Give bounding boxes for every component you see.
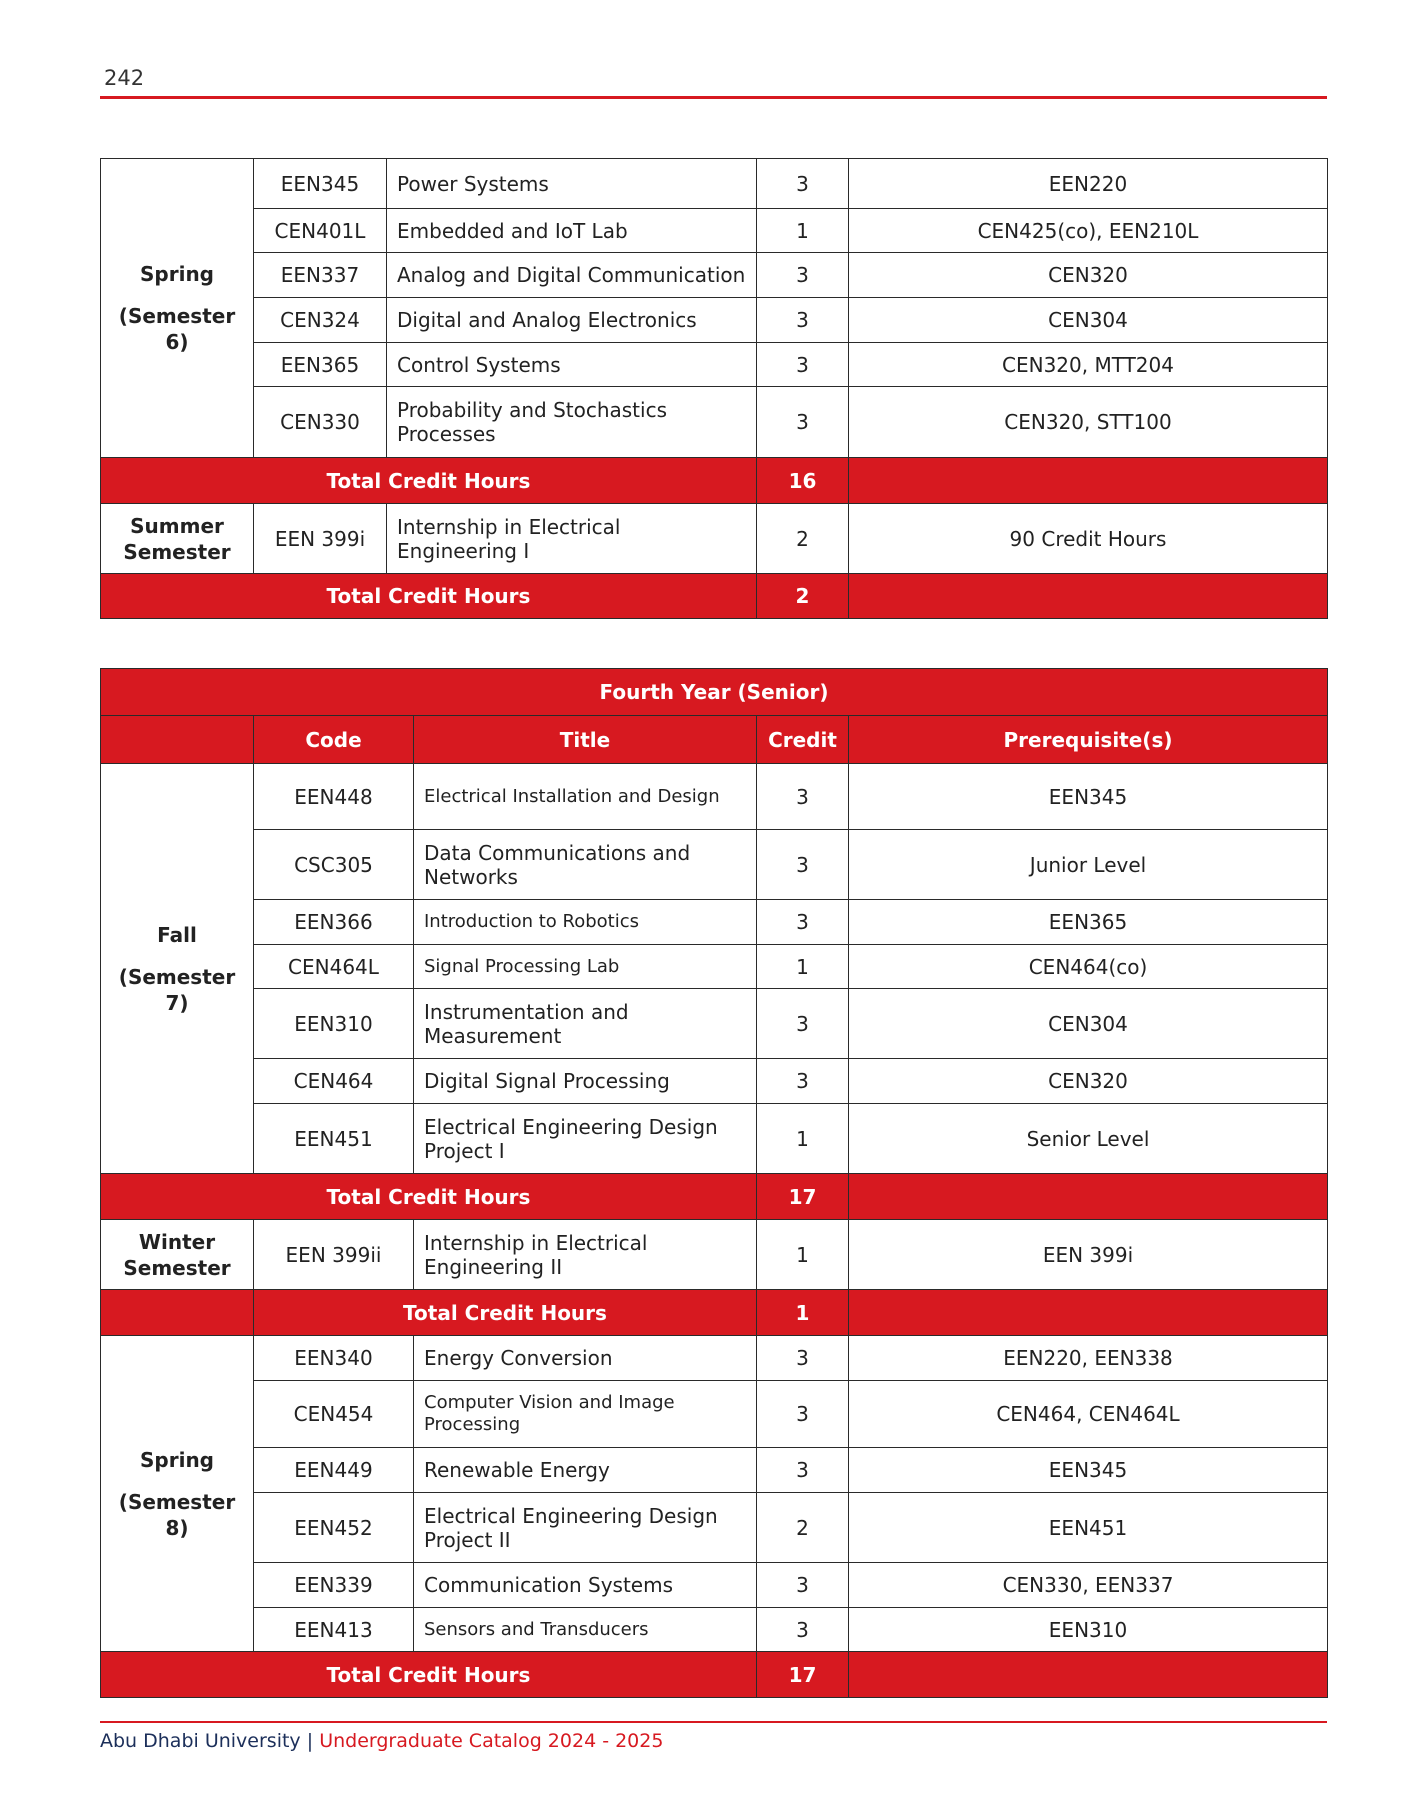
table-row: [101, 1448, 1328, 1493]
course-prereq: CEN464, CEN464L: [849, 1381, 1328, 1448]
course-title: Digital Signal Processing: [414, 1059, 757, 1104]
course-code: CEN464L: [254, 945, 414, 989]
course-code: CEN324: [254, 298, 387, 343]
course-credit: 3: [757, 1059, 849, 1104]
course-credit: 1: [757, 1220, 849, 1290]
course-title: Energy Conversion: [414, 1336, 757, 1381]
total-empty: [849, 1290, 1328, 1336]
course-code: EEN449: [254, 1448, 414, 1493]
course-title: Digital and Analog Electronics: [387, 298, 757, 343]
total-row: [101, 458, 1328, 504]
table-row: [101, 1059, 1328, 1104]
table-row: [101, 1493, 1328, 1563]
total-credits: 16: [757, 458, 849, 504]
course-code: EEN340: [254, 1336, 414, 1381]
course-title: Introduction to Robotics: [414, 900, 757, 945]
footer-university: Abu Dhabi University: [100, 1730, 301, 1752]
footer-catalog: Undergraduate Catalog 2024 - 2025: [319, 1730, 664, 1752]
total-empty: [849, 1174, 1328, 1220]
course-credit: 1: [757, 209, 849, 253]
course-code: EEN452: [254, 1493, 414, 1563]
total-label: Total Credit Hours: [101, 1652, 757, 1698]
header-rule: [100, 96, 1327, 99]
table-row: [101, 830, 1328, 900]
course-title: Computer Vision and Image Processing: [414, 1381, 757, 1448]
table-row: [101, 159, 1328, 209]
course-credit: 3: [757, 387, 849, 458]
course-prereq: CEN320: [849, 1059, 1328, 1104]
course-title: Internship in Electrical Engineering I: [387, 504, 757, 574]
table-row: [101, 387, 1328, 458]
total-label: Total Credit Hours: [254, 1290, 757, 1336]
course-credit: 3: [757, 343, 849, 387]
column-header-code: Code: [254, 716, 414, 764]
course-title: Electrical Engineering Design Project II: [414, 1493, 757, 1563]
course-prereq: EEN345: [849, 764, 1328, 830]
course-prereq: Junior Level: [849, 830, 1328, 900]
course-credit: 3: [757, 298, 849, 343]
table-row: [101, 945, 1328, 989]
semester-6-summer-table: [100, 158, 1328, 619]
table-row: [101, 1104, 1328, 1174]
course-credit: 1: [757, 1104, 849, 1174]
course-title: Instrumentation and Measurement: [414, 989, 757, 1059]
course-code: EEN339: [254, 1563, 414, 1608]
table-row: [101, 900, 1328, 945]
table-row: [101, 764, 1328, 830]
course-code: EEN451: [254, 1104, 414, 1174]
course-prereq: CEN304: [849, 989, 1328, 1059]
footer-separator: |: [306, 1730, 314, 1752]
column-header-empty: [101, 716, 254, 764]
table-row: [101, 1608, 1328, 1652]
semester-label-fall-7: Fall (Semester 7): [101, 764, 254, 1174]
course-title: Internship in Electrical Engineering II: [414, 1220, 757, 1290]
course-credit: 3: [757, 1608, 849, 1652]
total-row: [101, 1652, 1328, 1698]
course-code: CEN464: [254, 1059, 414, 1104]
course-title: Electrical Installation and Design: [414, 764, 757, 830]
course-prereq: CEN320, MTT204: [849, 343, 1328, 387]
course-title: Control Systems: [387, 343, 757, 387]
total-row: [101, 1290, 1328, 1336]
course-prereq: 90 Credit Hours: [849, 504, 1328, 574]
course-credit: 2: [757, 504, 849, 574]
course-code: CEN330: [254, 387, 387, 458]
course-title: Signal Processing Lab: [414, 945, 757, 989]
table-row: [101, 1563, 1328, 1608]
table-row: [101, 209, 1328, 253]
course-prereq: EEN220, EEN338: [849, 1336, 1328, 1381]
course-credit: 3: [757, 989, 849, 1059]
total-label: Total Credit Hours: [101, 574, 757, 619]
total-label: Total Credit Hours: [101, 1174, 757, 1220]
course-credit: 3: [757, 1336, 849, 1381]
course-prereq: CEN320: [849, 253, 1328, 298]
course-title: Renewable Energy: [414, 1448, 757, 1493]
course-credit: 1: [757, 945, 849, 989]
course-credit: 3: [757, 1381, 849, 1448]
table-row: [101, 298, 1328, 343]
course-title: Embedded and IoT Lab: [387, 209, 757, 253]
course-code: EEN365: [254, 343, 387, 387]
course-credit: 3: [757, 764, 849, 830]
column-header-row: [101, 716, 1328, 764]
table-row: [101, 343, 1328, 387]
table-heading: Fourth Year (Senior): [101, 669, 1328, 716]
course-credit: 3: [757, 830, 849, 900]
fourth-year-table: [100, 668, 1328, 1698]
course-title: Data Communications and Networks: [414, 830, 757, 900]
course-prereq: EEN310: [849, 1608, 1328, 1652]
semester-label-summer: Summer Semester: [101, 504, 254, 574]
course-title: Sensors and Transducers: [414, 1608, 757, 1652]
total-row: [101, 574, 1328, 619]
course-code: CEN401L: [254, 209, 387, 253]
semester-label-winter: Winter Semester: [101, 1220, 254, 1290]
course-title: Analog and Digital Communication: [387, 253, 757, 298]
course-title: Communication Systems: [414, 1563, 757, 1608]
table-heading-row: [101, 669, 1328, 716]
course-credit: 2: [757, 1493, 849, 1563]
course-title: Power Systems: [387, 159, 757, 209]
total-row: [101, 1174, 1328, 1220]
course-code: EEN 399ii: [254, 1220, 414, 1290]
course-code: EEN337: [254, 253, 387, 298]
footer: [100, 1730, 663, 1752]
total-empty: [849, 574, 1328, 619]
column-header-credit: Credit: [757, 716, 849, 764]
course-code: CEN454: [254, 1381, 414, 1448]
course-code: EEN345: [254, 159, 387, 209]
course-code: EEN 399i: [254, 504, 387, 574]
column-header-title: Title: [414, 716, 757, 764]
course-code: EEN310: [254, 989, 414, 1059]
course-prereq: EEN 399i: [849, 1220, 1328, 1290]
course-prereq: Senior Level: [849, 1104, 1328, 1174]
table-row: [101, 504, 1328, 574]
course-prereq: EEN365: [849, 900, 1328, 945]
table-row: [101, 1336, 1328, 1381]
table-row: [101, 1220, 1328, 1290]
course-credit: 3: [757, 900, 849, 945]
table-row: [101, 1381, 1328, 1448]
course-credit: 3: [757, 253, 849, 298]
course-title: Probability and Stochastics Processes: [387, 387, 757, 458]
course-credit: 3: [757, 159, 849, 209]
course-prereq: CEN304: [849, 298, 1328, 343]
total-empty: [849, 1652, 1328, 1698]
page-number: 242: [104, 66, 145, 90]
column-header-prereq: Prerequisite(s): [849, 716, 1328, 764]
course-prereq: CEN425(co), EEN210L: [849, 209, 1328, 253]
total-credits: 2: [757, 574, 849, 619]
course-prereq: EEN451: [849, 1493, 1328, 1563]
course-prereq: EEN220: [849, 159, 1328, 209]
semester-label-spring-8: Spring (Semester 8): [101, 1336, 254, 1652]
footer-rule: [100, 1721, 1327, 1723]
course-title: Electrical Engineering Design Project I: [414, 1104, 757, 1174]
total-credits: 17: [757, 1652, 849, 1698]
total-empty: [849, 458, 1328, 504]
total-label: Total Credit Hours: [101, 458, 757, 504]
course-credit: 3: [757, 1563, 849, 1608]
course-prereq: CEN320, STT100: [849, 387, 1328, 458]
total-empty-left: [101, 1290, 254, 1336]
total-credits: 17: [757, 1174, 849, 1220]
course-code: EEN413: [254, 1608, 414, 1652]
course-code: CSC305: [254, 830, 414, 900]
table-row: [101, 989, 1328, 1059]
semester-label-spring-6: Spring (Semester 6): [101, 159, 254, 458]
course-prereq: CEN464(co): [849, 945, 1328, 989]
course-code: EEN366: [254, 900, 414, 945]
course-credit: 3: [757, 1448, 849, 1493]
total-credits: 1: [757, 1290, 849, 1336]
course-prereq: EEN345: [849, 1448, 1328, 1493]
table-row: [101, 253, 1328, 298]
course-code: EEN448: [254, 764, 414, 830]
course-prereq: CEN330, EEN337: [849, 1563, 1328, 1608]
